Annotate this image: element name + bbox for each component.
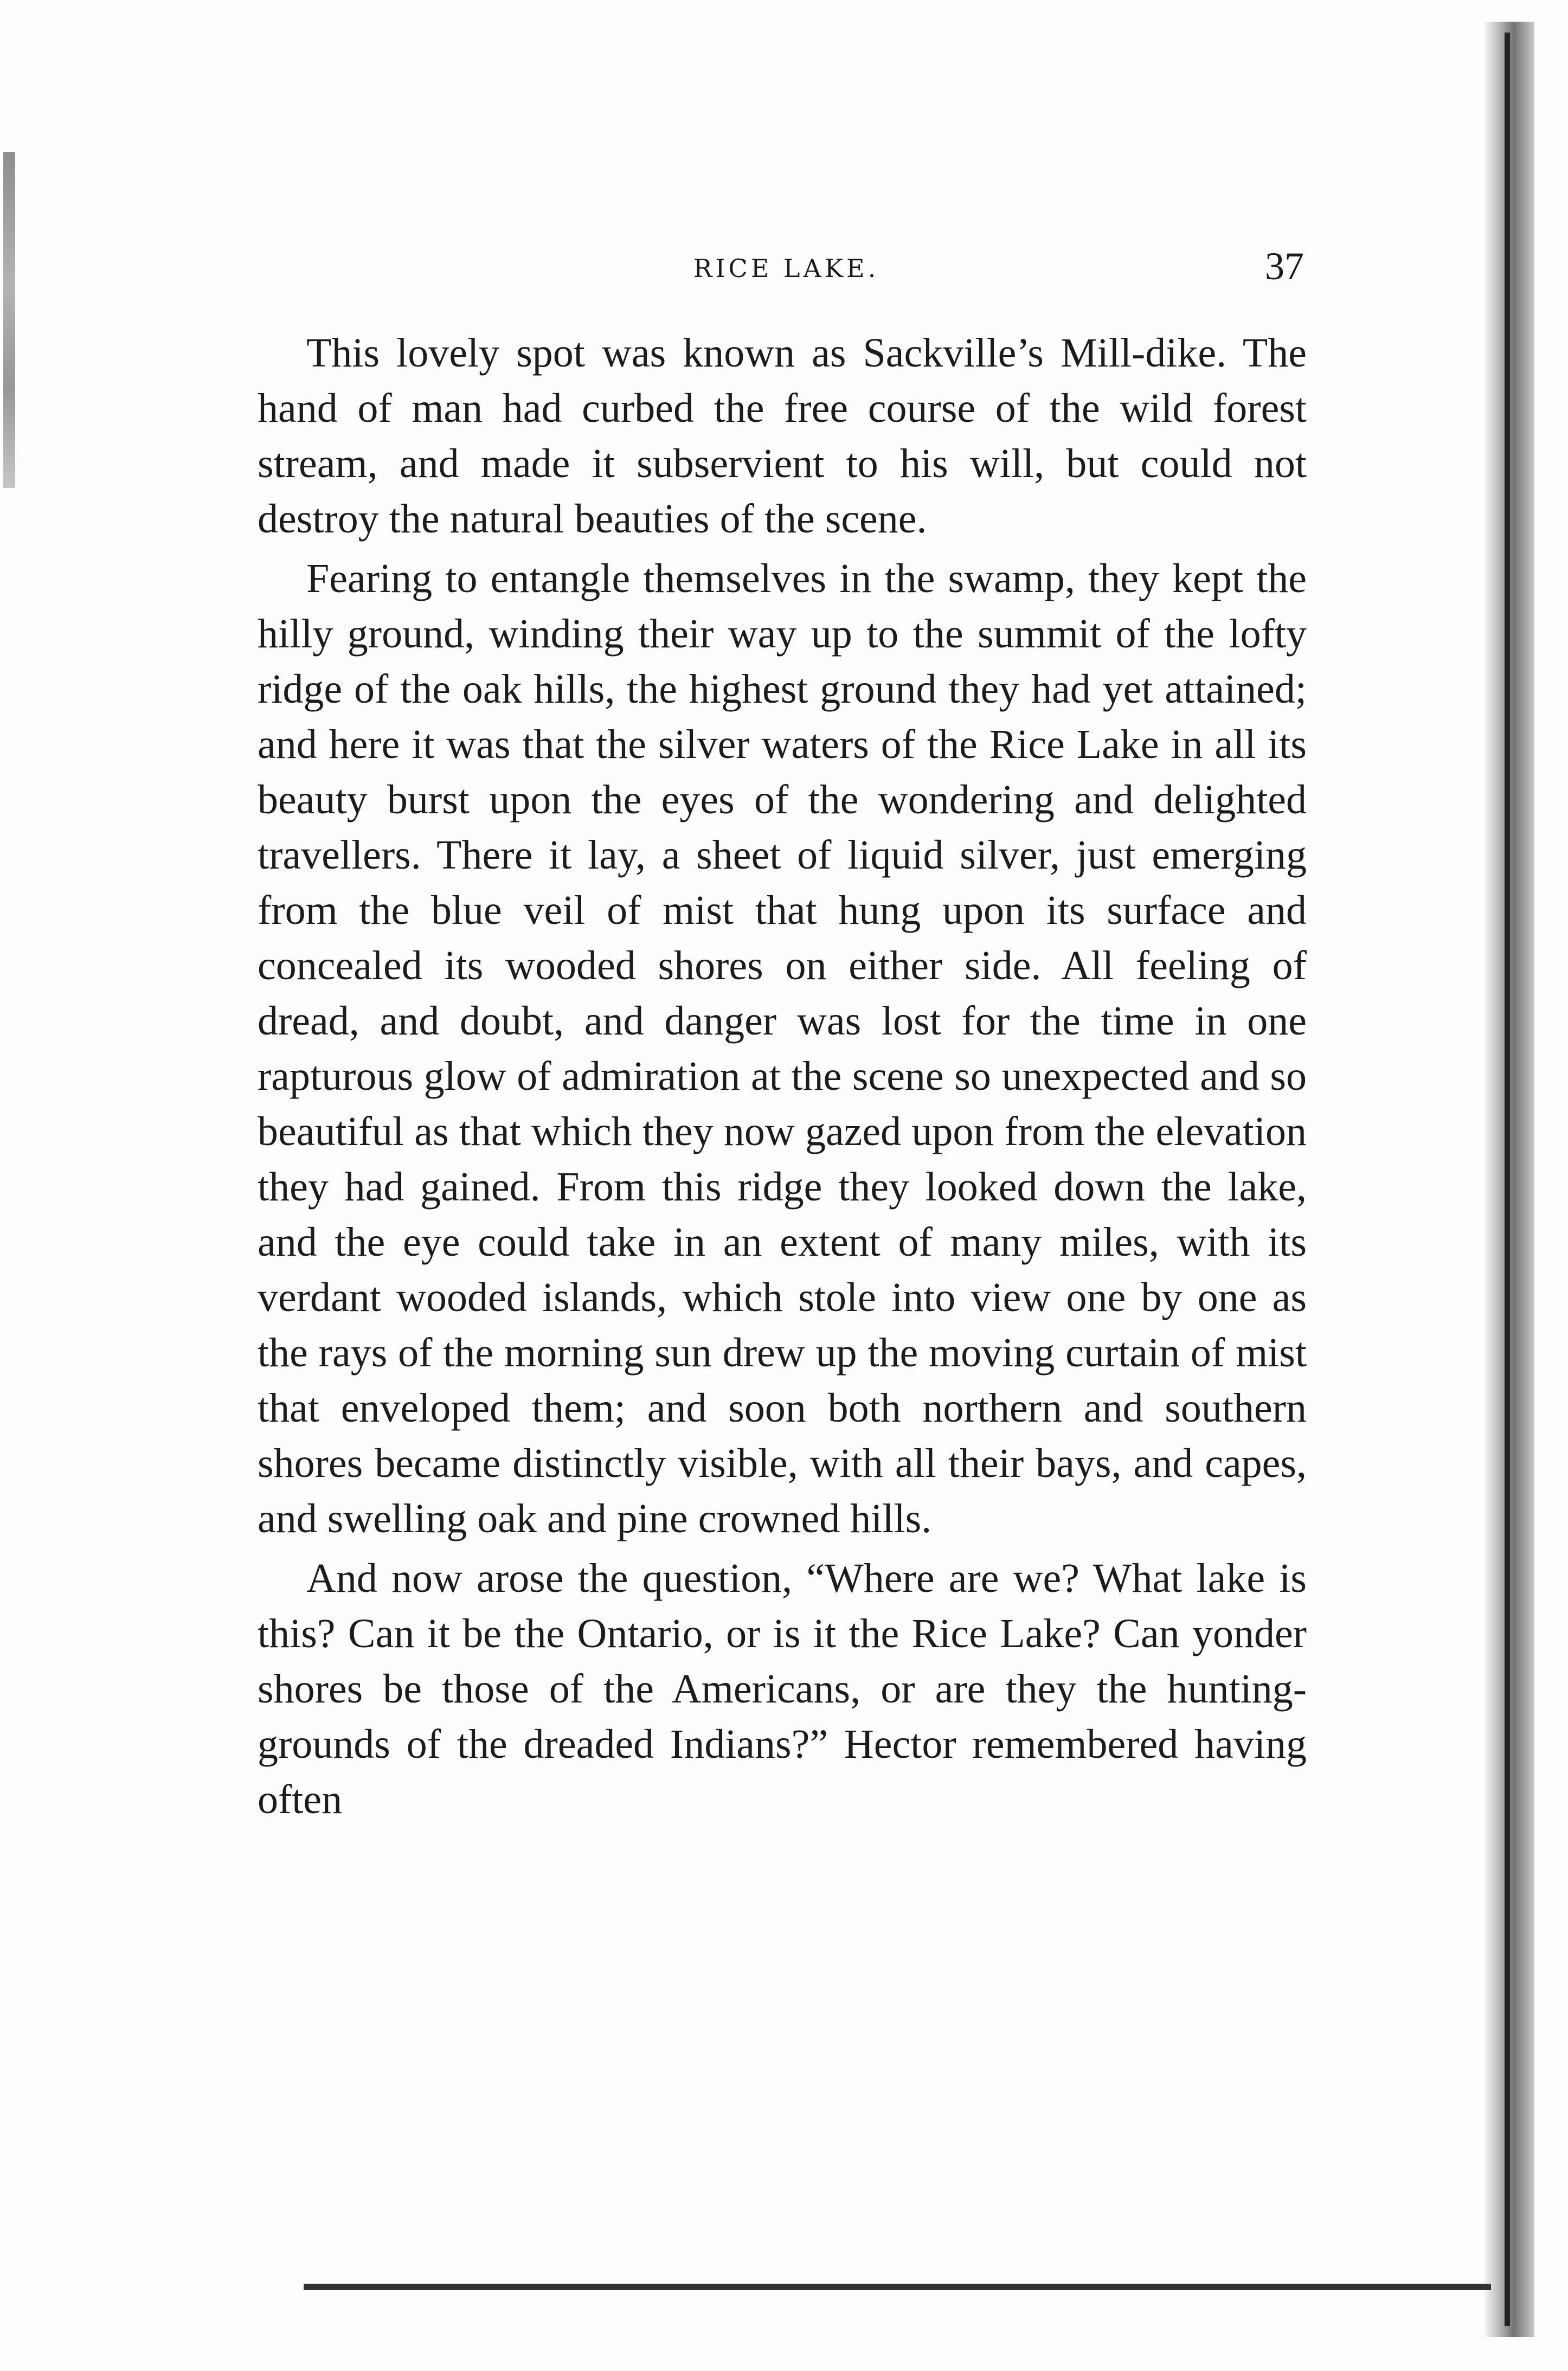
body-text — [258, 325, 1307, 1827]
page-number: 37 — [1265, 245, 1304, 288]
paragraph: And now arose the question, “Where are we? What lake is this? Can it be the Ontario, or is it the Rice Lake? Can yonder shores be those of the Americans, or are they the hunting-grounds of the dreaded Indians?” Hector remembered having often — [258, 1556, 1307, 1822]
running-head — [260, 244, 1312, 293]
bottom-rule — [304, 2284, 1491, 2290]
scan-edge-marks — [3, 152, 15, 488]
paragraph: Fearing to entangle themselves in the swamp, they kept the hilly ground, winding their way up to the summit of the lofty ridge of the oak hills, the highest ground they had yet attained; and here it was that the silver waters of the Rice Lake in all its beauty burst upon the eyes of the wondering and delighted travellers. There it lay, a sheet of liquid silver, just emerging from the blue veil of mist that hung upon its surface and concealed its wooded shores on either side. All feeling of dread, and doubt, and danger was lost for the time in one rapturous glow of admiration at the scene so unexpected and so beautiful as that which they now gazed upon from the elevation they had gained. From this ridge they looked down the lake, and the eye could take in an extent of many miles, with its verdant wooded islands, which stole into view one by one as the rays of the morning sun drew up the moving curtain of mist that enveloped them; and soon both northern and southern shores became distinctly visible, with all their bays, and capes, and swelling oak and pine crowned hills. — [258, 556, 1307, 1541]
running-title: RICE LAKE. — [693, 254, 879, 283]
binding-line — [1505, 33, 1510, 2326]
paragraph: This lovely spot was known as Sackville’s Mill-dike. The hand of man had curbed the free course of the wild forest stream, and made it subservient to his will, but could not destroy the natural beauties of the scene. — [258, 330, 1307, 542]
